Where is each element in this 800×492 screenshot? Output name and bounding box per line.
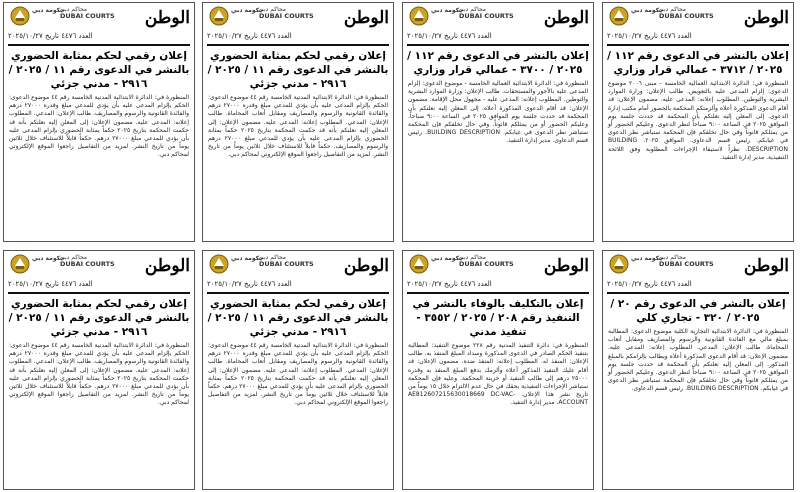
courts-ar: محاكم دبي	[459, 6, 487, 13]
courts-ar: محاكم دبي	[60, 254, 88, 261]
notice-card	[3, 2, 195, 242]
dubai-courts-logo	[60, 254, 115, 268]
courts-en: DUBAI COURTS	[659, 260, 714, 268]
courts-en: DUBAI COURTS	[60, 12, 115, 20]
notice-title: إعلان بالنشر في الدعوى رقم ١١٢ / ٢٠٢٥ / ٣٧٠٠ - عمالي قرار وزاري	[407, 50, 589, 76]
newspaper-brand: الوطن	[743, 256, 789, 276]
notice-header	[407, 254, 589, 276]
notice-header	[607, 6, 789, 28]
notice-title: إعلان رقمي لحكم بمثابة الحضوري بالنشر في الدعوى رقم ١١ / ٢٠٢٥ / ٢٩١٦ - مدني جزئي	[8, 50, 190, 90]
divider	[8, 292, 190, 294]
courts-en: DUBAI COURTS	[60, 260, 115, 268]
newspaper-brand: الوطن	[743, 8, 789, 28]
courts-en: DUBAI COURTS	[459, 260, 514, 268]
dubai-courts-logo	[459, 254, 514, 268]
notice-body: المنظورة في: الدائرة الابتدائية العمالية الخامسة - مبنى ٢٠٠٦ موضوع الدعوى: إلزام المدعى عليه بالتعويض. طالب الإعلان: وزارة الموارد البشرية والتوطين. المطلوب إعلانه: المدعى عليه. مضمون الإعلان: قد أقام الدعوى المذكورة أعلاه وألزمتكم المحكمة بالحضور أمام مكتب إدارة الدعوى. إلى المعلن إليه نعلنكم بأن المحكمة قد حددت جلسة يوم الموافق ٢٠٢٥ في الساعة ٩:٠٠ صباحاً لنظر الدعوى. وعليكم الحضور أو من يمثلكم قانوناً وفي حال تخلفكم فإن المحكمة ستباشر نظر الدعوى في غيابكم. رئيس قسم الدعاوى. الموافق ٢٠٢٥. BUILDING DESCRIPTION. نظراً لاستيفاء الإجراءات المطلوبة وفق اللائحة التنفيذية. مدير إدارة التنفيذ.	[608, 80, 789, 161]
courts-en: DUBAI COURTS	[259, 12, 314, 20]
divider	[207, 44, 389, 46]
dubai-crest-icon	[609, 254, 629, 274]
notice-header	[8, 6, 190, 28]
dubai-crest-icon	[10, 254, 30, 274]
notice-body: المنظورة في: دائرة التنفيذ المدنية رقم ٢٢٨ موضوع التنفيذ: المطالبة بتنفيذ الحكم الصادر في الدعوى المذكورة وسداد المبلغ المنفذ به. طالب الإعلان: المنفذ له. المطلوب إعلانه: المنفذ ضده. مضمون الإعلان: قد أقام عليك التنفيذ المذكور أعلاه وألزمك بدفع المبلغ المنفذ به وقدره ٢٥٠٠٠ درهم إلى طالب التنفيذ أو خزينة المحكمة. وعليه فإن المحكمة ستباشر الإجراءات التنفيذية بحقك في حال عدم الالتزام خلال ١٥ يوماً من تاريخ نشر هذا الإعلان. AE812607215630018669 DC-VAC-ACCOUNT. مدير إدارة التنفيذ.	[408, 342, 588, 407]
divider	[8, 44, 190, 46]
dubai-courts-logo	[60, 6, 115, 20]
dubai-government-logo: حكومة دبي	[631, 7, 664, 14]
notice-body: المنظورة في: الدائرة الابتدائية المدنية الخامسة رقم ٤٤ موضوع الدعوى: الحكم بإلزام المدعى عليه بأن يؤدي للمدعي مبلغ وقدره ٢٧٠٠٠ درهم والفائدة القانونية والرسوم والمصاريف ومقابل أتعاب المحاماة. طالب الإعلان: المدعي. المطلوب إعلانه: المدعى عليه. مضمون الإعلان: إلى المعلن إليه نعلنكم بأنه قد حكمت المحكمة بتاريخ ٢٠٢٥ حكماً بمثابة الحضوري بإلزام المدعى عليه بأن يؤدي للمدعي مبلغ ٢٧٠٠٠ درهم. حكماً قابلاً للاستئناف خلال ثلاثين يوماً من تاريخ النشر. لمزيد من التفاصيل راجعوا الموقع الإلكتروني لمحاكم دبي.	[208, 342, 388, 407]
issue-date: العدد ٤٤٧٦ تاريخ ٢٠٢٥/١٠/٢٧	[407, 32, 492, 40]
courts-en: DUBAI COURTS	[659, 12, 714, 20]
dubai-courts-logo	[659, 254, 714, 268]
dubai-crest-icon	[209, 6, 229, 26]
divider	[607, 44, 789, 46]
courts-en: DUBAI COURTS	[259, 260, 314, 268]
issue-date: العدد ٤٤٧٦ تاريخ ٢٠٢٥/١٠/٢٧	[407, 280, 492, 288]
newspaper-brand: الوطن	[543, 8, 589, 28]
notice-card	[3, 250, 195, 490]
notice-title: إعلان رقمي لحكم بمثابة الحضوري بالنشر في الدعوى رقم ١١ / ٢٠٢٥ / ٢٩١٦ - مدني جزئي	[207, 298, 389, 338]
courts-ar: محاكم دبي	[259, 254, 287, 261]
dubai-crest-icon	[209, 254, 229, 274]
notice-body: المنظورة في: الدائرة الابتدائية العمالية الخامسة - موضوع الدعوى: إلزام المدعى عليه بالأجور والمستحقات. طالب الإعلان: وزارة الموارد البشرية والتوطين. المطلوب إعلانه: المدعى عليه - مجهول محل الإقامة. مضمون الإعلان: قد أقام الدعوى المذكورة أعلاه. إلى المعلن إليه نعلنكم بأن المحكمة قد حددت جلسة يوم الموافق ٢٠٢٥ في الساعة ٩:٠٠ صباحاً. وعليكم الحضور أو من يمثلكم قانوناً. وفي حال تخلفكم فإن المحكمة ستباشر نظر الدعوى في غيابكم. BUILDING DESCRIPTION. رئيس قسم الدعاوى. مدير إدارة التنفيذ.	[408, 80, 588, 145]
courts-ar: محاكم دبي	[259, 6, 287, 13]
notice-body: المنظورة في: الدائرة الابتدائية التجارية الكلية موضوع الدعوى: المطالبة بمبلغ مالي مع الفائدة القانونية والرسوم والمصاريف ومقابل أتعاب المحاماة. طالب الإعلان: المدعي. المطلوب إعلانه: المدعى عليه. مضمون الإعلان: قد أقام الدعوى المذكورة أعلاه ويطالب بإلزامكم بالمبلغ المذكور. إلى المعلن إليه نعلنكم بأن المحكمة قد حددت جلسة يوم الموافق ٢٠٢٥ في الساعة ٩:٠٠ صباحاً لنظر الدعوى. وعليكم الحضور أو من يمثلكم قانوناً وفي حال تخلفكم فإن المحكمة ستباشر نظر الدعوى في غيابكم. BUILDING DESCRIPTION. رئيس قسم الدعاوى.	[608, 328, 788, 393]
dubai-crest-icon	[10, 6, 30, 26]
notice-card	[402, 2, 594, 242]
issue-date: العدد ٤٤٧٦ تاريخ ٢٠٢٥/١٠/٢٧	[607, 280, 692, 288]
dubai-crest-icon	[409, 6, 429, 26]
dubai-courts-logo	[659, 6, 714, 20]
dubai-crest-icon	[609, 6, 629, 26]
notice-title: إعلان رقمي لحكم بمثابة الحضوري بالنشر في الدعوى رقم ١١ / ٢٠٢٥ / ٢٩١٦ - مدني جزئي	[207, 50, 389, 90]
divider	[407, 44, 589, 46]
notice-title: إعلان بالنشر في الدعوى رقم ١١٢ / ٢٠٢٥ / ٣٧١٢ - عمالي قرار وزاري	[607, 50, 789, 76]
notice-header	[207, 6, 389, 28]
dubai-crest-icon	[409, 254, 429, 274]
notice-title: إعلان بالتكليف بالوفاء بالنشر في التنفيذ رقم ٢٠٨ / ٢٠٢٥ / ٣٥٥٢ - تنفيذ مدني	[412, 298, 584, 338]
dubai-government-logo: حكومة دبي	[231, 7, 264, 14]
notice-card	[202, 250, 394, 490]
dubai-courts-logo	[259, 6, 314, 20]
issue-date: العدد ٤٤٧٦ تاريخ ٢٠٢٥/١٠/٢٧	[207, 280, 292, 288]
notice-title: إعلان بالنشر في الدعوى رقم ٢٠ / ٢٠٢٥ / ٣٢٠ - تجاري كلي	[610, 298, 786, 324]
notice-card	[602, 2, 794, 242]
issue-date: العدد ٤٤٧٦ تاريخ ٢٠٢٥/١٠/٢٧	[607, 32, 692, 40]
divider	[407, 292, 589, 294]
dubai-government-logo: حكومة دبي	[231, 255, 264, 262]
dubai-government-logo: حكومة دبي	[32, 255, 65, 262]
notice-card	[202, 2, 394, 242]
notice-body: المنظورة في: الدائرة الابتدائية المدنية الخامسة رقم ٤٤ موضوع الدعوى: الحكم بإلزام المدعى عليه بأن يؤدي للمدعي مبلغ وقدره ٢٧٠٠٠ درهم والفائدة القانونية والرسوم والمصاريف ومقابل أتعاب المحاماة. طالب الإعلان: المدعي. المطلوب إعلانه: المدعى عليه. مضمون الإعلان: إلى المعلن إليه نعلنكم بأنه قد حكمت المحكمة بتاريخ ٢٠٢٥ حكماً بمثابة الحضوري بإلزام المدعى عليه بأن يؤدي للمدعي مبلغ ٢٧٠٠٠ درهم والرسوم والمصاريف. حكماً قابلاً للاستئناف خلال ثلاثين يوماً من تاريخ النشر. لمزيد من التفاصيل راجعوا الموقع الإلكتروني لمحاكم دبي.	[208, 94, 388, 159]
courts-ar: محاكم دبي	[659, 6, 687, 13]
dubai-government-logo: حكومة دبي	[431, 7, 464, 14]
divider	[207, 292, 389, 294]
notice-card	[602, 250, 794, 490]
newspaper-brand: الوطن	[343, 256, 389, 276]
notice-body: المنظورة في: الدائرة الابتدائية المدنية الخامسة رقم ٤٤ موضوع الدعوى: الحكم بإلزام المدعى عليه بأن يؤدي للمدعي مبلغ وقدره ٢٧٠٠٠ درهم والفائدة القانونية والرسوم والمصاريف. طالب الإعلان: المدعي. المطلوب إعلانه: المدعى عليه. مضمون الإعلان: إلى المعلن إليه نعلنكم بأنه قد حكمت المحكمة بتاريخ ٢٠٢٥ حكماً بمثابة الحضوري بإلزام المدعى عليه بأن يؤدي للمدعي مبلغ ٢٧٠٠٠ درهم. حكماً قابلاً للاستئناف خلال ثلاثين يوماً من تاريخ النشر. لمزيد من التفاصيل راجعوا الموقع الإلكتروني لمحاكم دبي.	[9, 342, 189, 407]
notice-body: المنظورة في: الدائرة الابتدائية المدنية الخامسة رقم ٤٤ موضوع الدعوى: الحكم بإلزام المدعى عليه بأن يؤدي للمدعي مبلغ وقدره ٢٧٠٠٠ درهم والفائدة القانونية والرسوم والمصاريف. طالب الإعلان: المدعي. المطلوب إعلانه: المدعى عليه. مضمون الإعلان: إلى المعلن إليه نعلنكم بأنه قد حكمت المحكمة بتاريخ ٢٠٢٥ حكماً بمثابة الحضوري بإلزام المدعى عليه بأن يؤدي للمدعي مبلغ ٢٧٠٠٠ درهم. حكماً قابلاً للاستئناف خلال ثلاثين يوماً من تاريخ النشر. لمزيد من التفاصيل راجعوا الموقع الإلكتروني لمحاكم دبي.	[9, 94, 189, 159]
dubai-government-logo: حكومة دبي	[631, 255, 664, 262]
issue-date: العدد ٤٤٧٦ تاريخ ٢٠٢٥/١٠/٢٧	[207, 32, 292, 40]
courts-en: DUBAI COURTS	[459, 12, 514, 20]
divider	[607, 292, 789, 294]
notice-card	[402, 250, 594, 490]
notice-header	[607, 254, 789, 276]
courts-ar: محاكم دبي	[659, 254, 687, 261]
newspaper-brand: الوطن	[144, 256, 190, 276]
newspaper-brand: الوطن	[543, 256, 589, 276]
newspaper-brand: الوطن	[144, 8, 190, 28]
notice-title: إعلان رقمي لحكم بمثابة الحضوري بالنشر في الدعوى رقم ١١ / ٢٠٢٥ / ٢٩١٦ - مدني جزئي	[8, 298, 190, 338]
dubai-courts-logo	[459, 6, 514, 20]
issue-date: العدد ٤٤٧٦ تاريخ ٢٠٢٥/١٠/٢٧	[8, 32, 93, 40]
newspaper-brand: الوطن	[343, 8, 389, 28]
courts-ar: محاكم دبي	[459, 254, 487, 261]
courts-ar: محاكم دبي	[60, 6, 88, 13]
notice-header	[8, 254, 190, 276]
notice-header	[207, 254, 389, 276]
notice-header	[407, 6, 589, 28]
dubai-government-logo: حكومة دبي	[32, 7, 65, 14]
dubai-courts-logo	[259, 254, 314, 268]
issue-date: العدد ٤٤٧٦ تاريخ ٢٠٢٥/١٠/٢٧	[8, 280, 93, 288]
dubai-government-logo: حكومة دبي	[431, 255, 464, 262]
